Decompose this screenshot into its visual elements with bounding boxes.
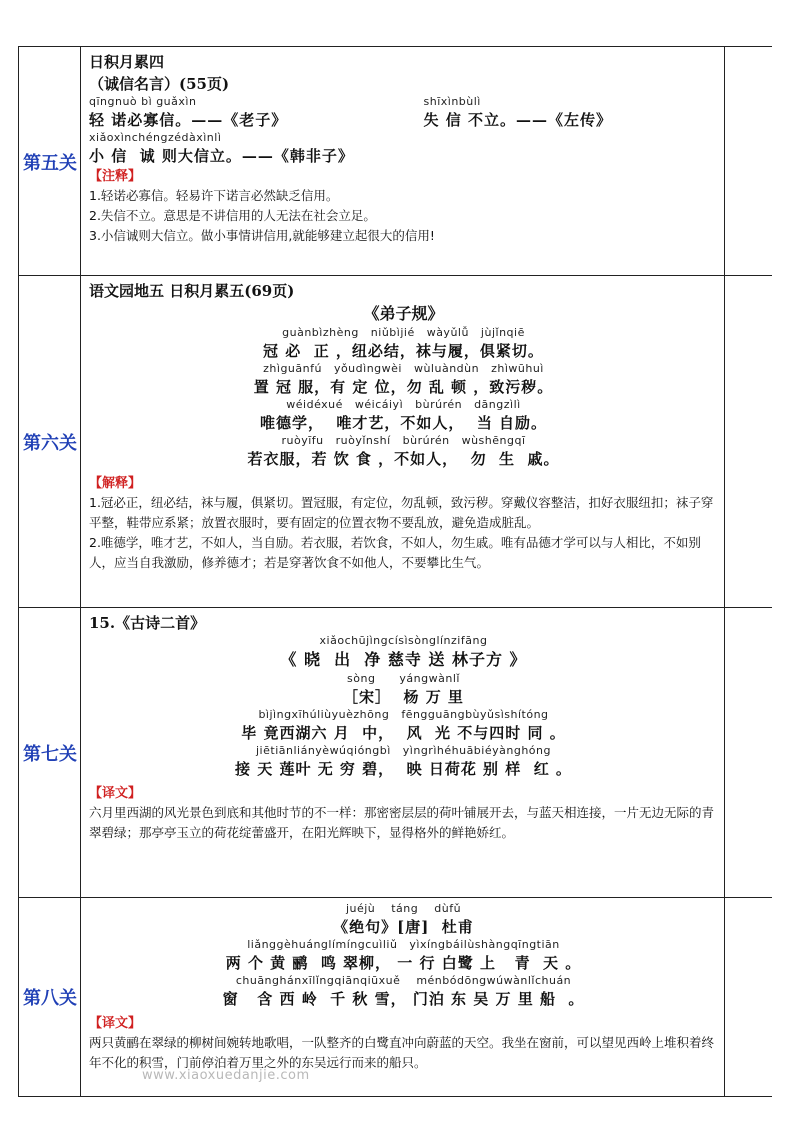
side-column	[725, 608, 772, 898]
section-heading: 日积月累四	[89, 53, 165, 71]
table-row	[18, 607, 772, 898]
note-text: 3.小信诚则大信立。做小事情讲信用,就能够建立起很大的信用!	[89, 228, 435, 243]
side-column	[725, 276, 772, 608]
pinyin-line: ruòyīfu ruòyǐnshí bùrúrén wùshēngqī	[281, 434, 526, 447]
note-tag: 【注释】	[89, 169, 142, 184]
pinyin-line: juéjù táng dùfǔ	[345, 902, 462, 915]
table-row	[18, 275, 772, 608]
poem-title: 《 晓 出 净 慈寺 送 林子方 》	[280, 650, 527, 669]
table-row	[18, 46, 772, 276]
verse-line: 置 冠 服，有 定 位，勿 乱 顿 ，致污秽。	[253, 378, 554, 396]
poem-title: 《弟子规》	[363, 304, 444, 323]
pinyin-line: jiētiānliányèwúqióngbì yìngrìhéhuābiéyànghóng	[256, 744, 551, 757]
note-text: 六月里西湖的风光景色到底和其他时节的不一样：那密密层层的荷叶铺展开去，与蓝天相连接，一片无边无际的青翠碧绿；那亭亭玉立的荷花绽蕾盛开，在阳光辉映下，显得格外的鲜艳娇红。	[89, 805, 715, 840]
row-label: 第五关	[18, 47, 81, 276]
verse-line: 接 天 莲叶 无 穷 碧， 映 日荷花 别 样 红 。	[235, 760, 572, 778]
verse-line: 唯德学， 唯才艺，不如人， 当 自励。	[259, 414, 548, 432]
verse-line: 毕 竟西湖六 月 中， 风 光 不与四时 同 。	[241, 724, 566, 742]
row-content	[80, 47, 725, 276]
verse-line: 冠 必 正 ，纽必结，袜与履，俱紧切。	[263, 342, 544, 360]
pinyin-line: wéidéxué wéicáiyì bùrúrén dāngzìlì	[286, 398, 521, 411]
section-subheading: （诚信名言）(55页)	[89, 75, 230, 93]
pinyin-line: xiǎoxìnchéngzédàxìnlì	[89, 131, 222, 144]
row-content	[80, 276, 725, 608]
row-content	[80, 608, 725, 898]
note-text: 2.失信不立。意思是不讲信用的人无法在社会立足。	[89, 208, 376, 223]
quote-line: 轻 诺必寡信。——《老子》	[89, 111, 288, 129]
section-heading: 15.《古诗二首》	[89, 614, 206, 632]
quote-line: 失 信 不立。——《左传》	[423, 111, 612, 129]
note-tag: 【译文】	[89, 786, 142, 801]
pinyin-line: sòng yángwànlǐ	[347, 672, 460, 685]
pinyin-line: bìjìngxīhúliùyuèzhōng fēngguāngbùyǔsìshítóng	[258, 708, 549, 721]
row-label: 第七关	[18, 608, 81, 898]
quote-pair	[89, 95, 718, 131]
row-content	[80, 898, 725, 1096]
note-text: 两只黄鹂在翠绿的柳树间婉转地歌唱，一队整齐的白鹭直冲向蔚蓝的天空。我坐在窗前，可以望见西岭上堆积着终年不化的积雪，门前停泊着万里之外的东吴远行而来的船只。	[89, 1035, 715, 1070]
poem-author: ［宋］ 杨 万 里	[343, 688, 464, 706]
pinyin-line: chuānghánxīlǐngqiānqiūxuě ménbódōngwúwànlǐchuán	[235, 974, 572, 987]
verse-line: 窗 含 西 岭 千 秋 雪， 门泊 东 吴 万 里 船 。	[222, 990, 585, 1008]
note-tag: 【解释】	[89, 476, 142, 491]
pinyin-line: xiǎochūjìngcísìsònglínzifāng	[319, 634, 488, 647]
side-column	[725, 47, 772, 276]
row-label: 第八关	[18, 898, 81, 1096]
watermark: www.xiaoxuedanjie.com	[142, 1068, 310, 1083]
section-heading: 语文园地五 日积月累五(69页)	[89, 282, 295, 300]
note-text: 1.冠必正，纽必结，袜与履，俱紧切。置冠服，有定位，勿乱顿，致污秽。穿戴仪容整洁，扣好衣服纽扣；袜子穿平整，鞋带应系紧；放置衣服时，要有固定的位置衣物不要乱放，避免造成脏乱。	[89, 495, 714, 530]
verse-line: 若衣服，若 饮 食 ，不如人， 勿 生 戚。	[247, 450, 560, 468]
note-text: 1.轻诺必寡信。轻易许下诺言必然缺乏信用。	[89, 188, 339, 203]
pinyin-line: shīxìnbùlì	[423, 95, 481, 108]
pinyin-line: liǎnggèhuánglímíngcuìliǔ yìxíngbáilùshàngqīngtiān	[247, 938, 560, 951]
verse-line: 两 个 黄 鹂 鸣 翠柳， 一 行 白鹭 上 青 天 。	[225, 954, 582, 972]
pinyin-line: qīngnuò bì guǎxìn	[89, 95, 197, 108]
poem-title: 《绝句》[唐] 杜甫	[333, 918, 474, 936]
note-text: 2.唯德学，唯才艺，不如人，当自励。若衣服，若饮食，不如人，勿生戚。唯有品德才学可以与人相比，不如别人，应当自我激励，修养德才；若是穿著饮食不如他人，不要攀比生气。	[89, 535, 701, 570]
pinyin-line: guànbìzhèng niǔbìjié wàyǔlǚ jùjǐnqiē	[282, 326, 525, 339]
row-label: 第六关	[18, 276, 81, 608]
side-column	[725, 898, 772, 1096]
pinyin-line: zhìguānfú yǒudìngwèi wùluàndùn zhìwūhuì	[263, 362, 544, 375]
note-tag: 【译文】	[89, 1016, 142, 1031]
quote-line: 小 信 诚 则大信立。——《韩非子》	[89, 147, 354, 165]
table-row	[18, 897, 772, 1097]
